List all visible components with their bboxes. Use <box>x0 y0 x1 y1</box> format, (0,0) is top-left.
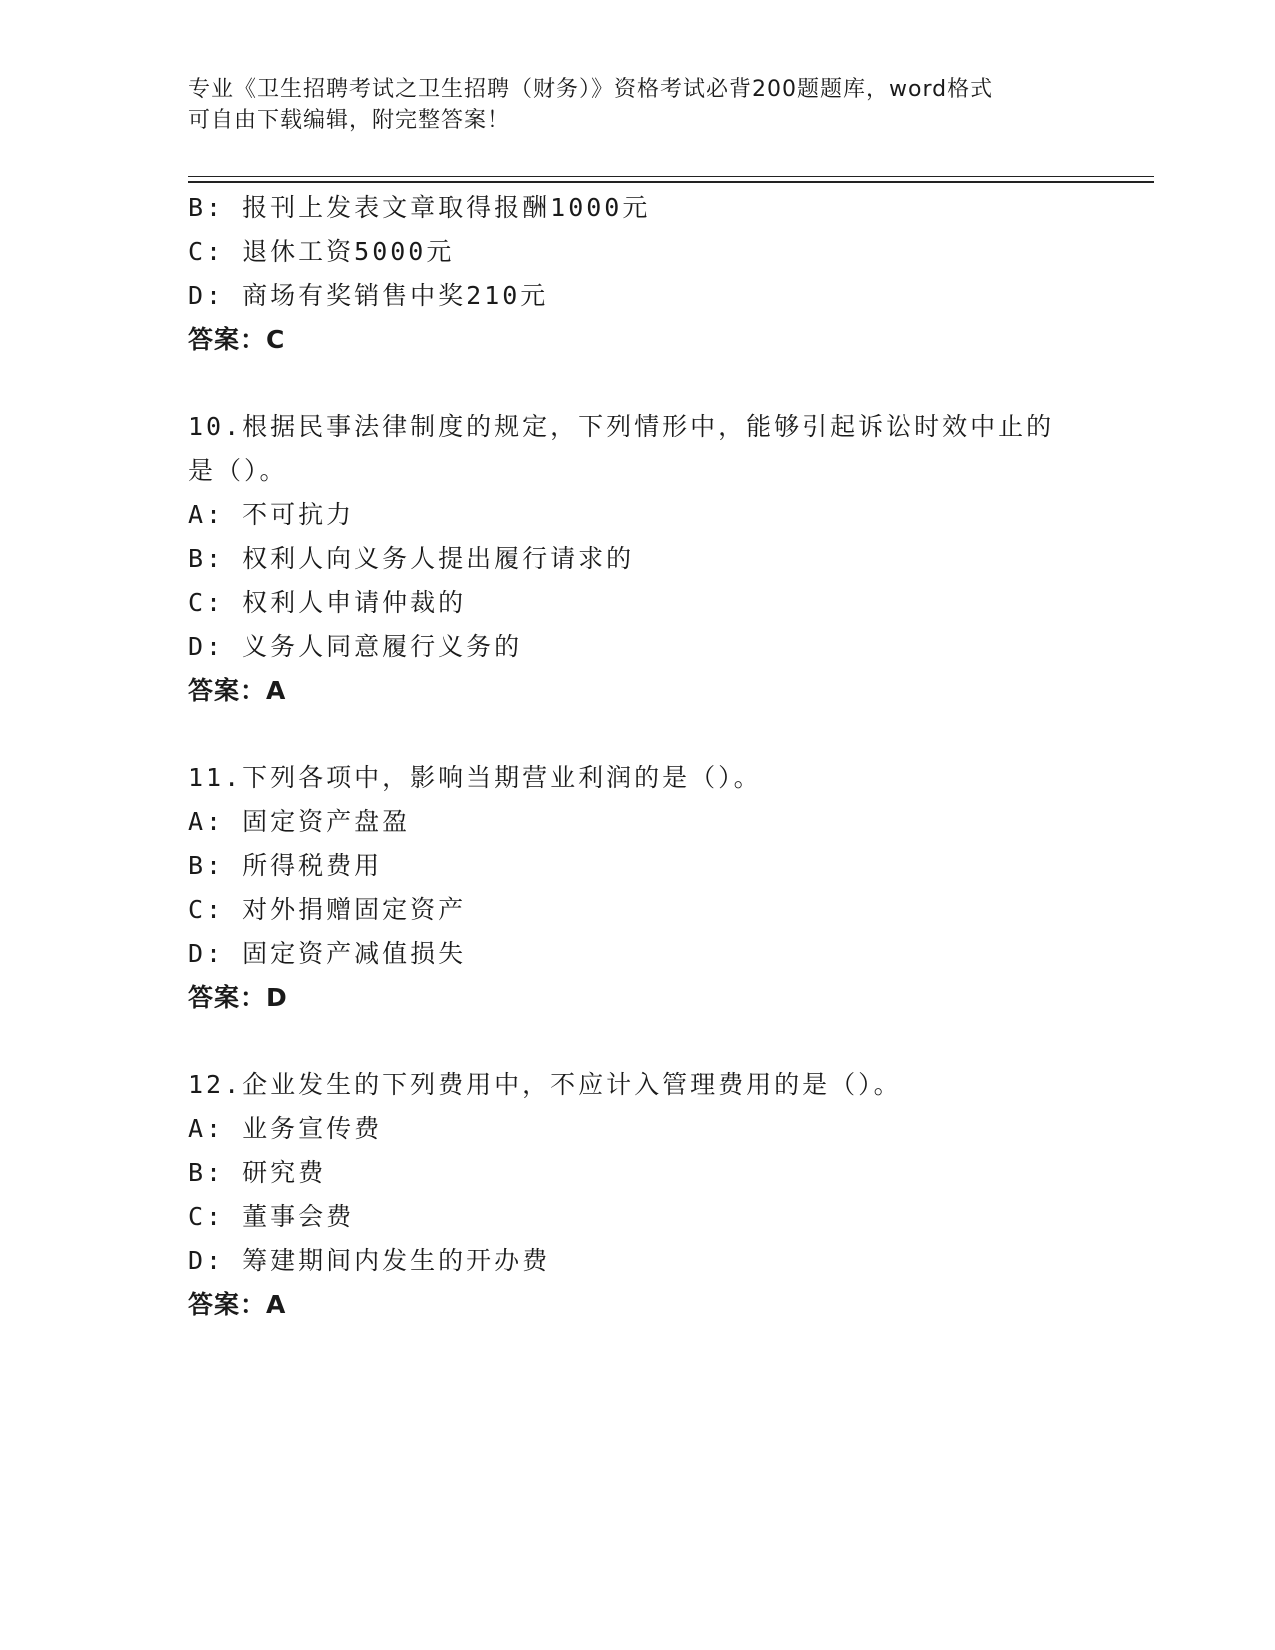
option-a: A: 固定资产盘盈 <box>188 807 411 836</box>
option-a: A: 不可抗力 <box>188 500 355 529</box>
option-c: C: 对外捐赠固定资产 <box>188 895 467 924</box>
option-d: D: 筹建期间内发生的开办费 <box>188 1246 551 1275</box>
option-b: B: 所得税费用 <box>188 851 383 880</box>
option-c: C: 董事会费 <box>188 1202 355 1231</box>
header-divider-thin <box>188 176 1154 177</box>
question-stem-line-1: 11.下列各项中，影响当期营业利润的是（）。 <box>188 763 762 792</box>
answer-line: 答案：C <box>188 325 286 354</box>
option-a: A: 业务宣传费 <box>188 1114 383 1143</box>
header-line-2: 可自由下载编辑，附完整答案！ <box>188 108 511 133</box>
answer-line: 答案：A <box>188 676 287 705</box>
answer-line: 答案：A <box>188 1290 287 1319</box>
question-stem-line-1: 10.根据民事法律制度的规定，下列情形中，能够引起诉讼时效中止的 <box>188 412 1055 441</box>
option-d: D: 固定资产减值损失 <box>188 939 467 968</box>
header-divider-thick <box>188 181 1154 183</box>
option-d: D: 商场有奖销售中奖210元 <box>188 281 549 310</box>
option-b: B: 研究费 <box>188 1158 327 1187</box>
question-stem-line-1: 12.企业发生的下列费用中，不应计入管理费用的是（）。 <box>188 1070 902 1099</box>
question-stem-line-2: 是（）。 <box>188 456 288 485</box>
option-c: C: 权利人申请仲裁的 <box>188 588 467 617</box>
option-b: B: 报刊上发表文章取得报酬1000元 <box>188 193 651 222</box>
option-b: B: 权利人向义务人提出履行请求的 <box>188 544 635 573</box>
header-line-1: 专业《卫生招聘考试之卫生招聘（财务）》资格考试必背200题题库，word格式 <box>188 77 994 102</box>
option-d: D: 义务人同意履行义务的 <box>188 632 523 661</box>
document-header <box>188 74 1088 136</box>
answer-line: 答案：D <box>188 983 288 1012</box>
option-c: C: 退休工资5000元 <box>188 237 455 266</box>
